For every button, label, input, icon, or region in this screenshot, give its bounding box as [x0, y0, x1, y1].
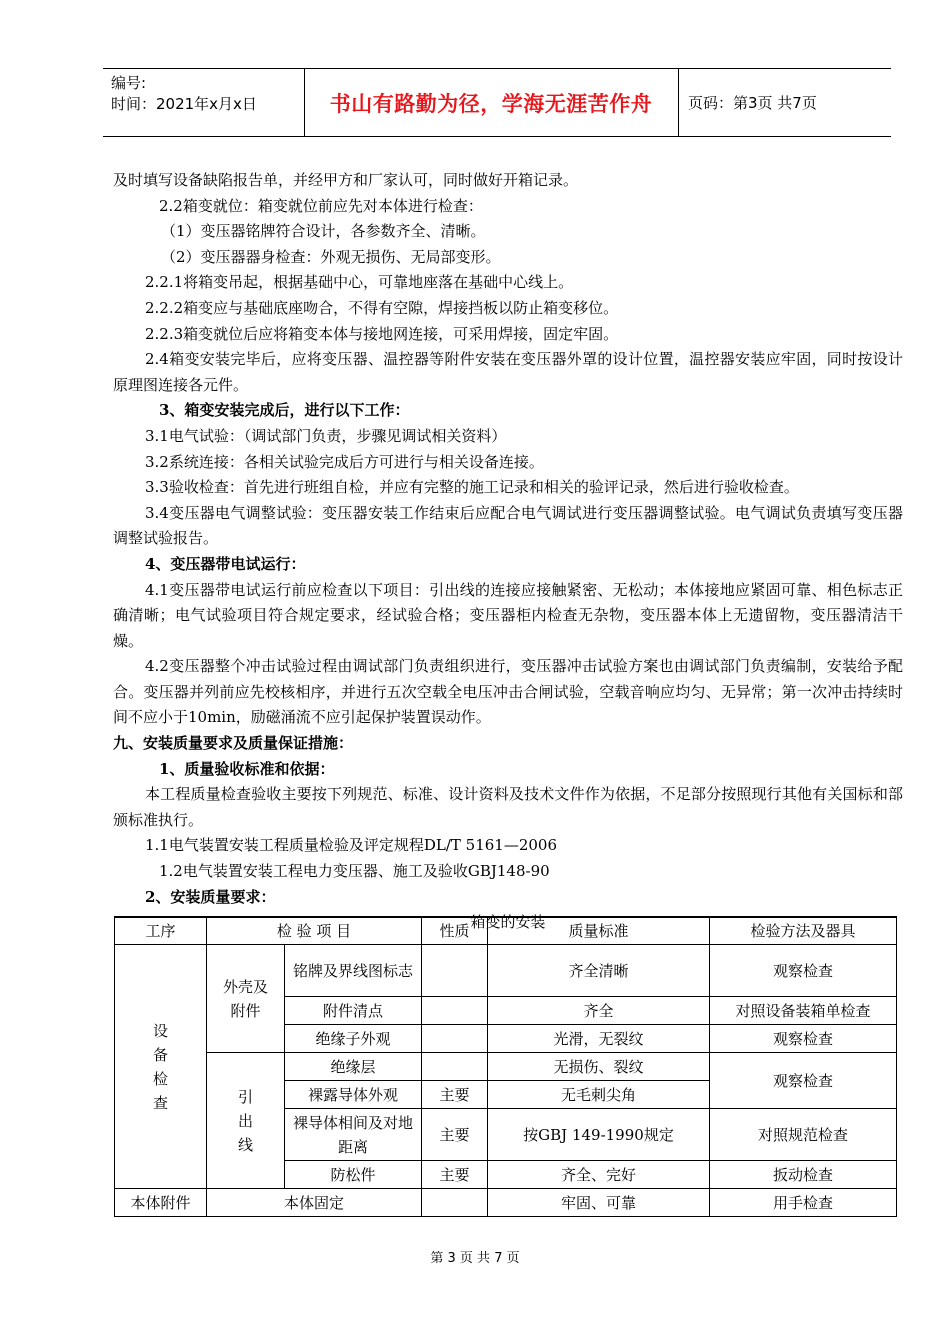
table-cell: 本体附件 [115, 1189, 207, 1217]
body-text [113, 168, 903, 936]
table-cell: 裸导体相间及对地距离 [285, 1109, 422, 1161]
paragraph: 3.1电气试验：（调试部门负责，步骤见调试相关资料） [145, 426, 507, 445]
table-cell: 裸露导体外观 [285, 1081, 422, 1109]
table-header-cell: 工序 [115, 917, 207, 945]
header-time-label: 时间：2021年x月x日 [111, 95, 257, 113]
page-header [103, 68, 891, 137]
table-cell: 观察检查 [710, 1025, 897, 1053]
table-cell: 齐全 [488, 997, 710, 1025]
paragraph: 4.2变压器整个冲击试验过程由调试部门负责组织进行，变压器冲击试验方案也由调试部门负责编制，安装给予配合。变压器并列前应先校核相序，并进行五次空载全电压冲击合闸试验，空载音响应均匀、无异常；第一次冲击持续时间不应小于10min，励磁涌流不应引起保护装置误动作。 [113, 657, 903, 727]
table-cell [422, 1189, 488, 1217]
table-cell: 观察检查 [710, 945, 897, 997]
header-page-label: 页码：第3页 共7页 [688, 94, 817, 112]
table-cell: 绝缘子外观 [285, 1025, 422, 1053]
paragraph: （2）变压器器身检查：外观无损伤、无局部变形。 [161, 247, 501, 266]
table-cell: 按GBJ 149-1990规定 [488, 1109, 710, 1161]
table-cell: 防松件 [285, 1161, 422, 1189]
paragraph: 1.2电气装置安装工程电力变压器、施工及验收GBJ148-90 [159, 862, 550, 881]
table-header-cell: 检 验 项 目 [207, 917, 422, 945]
table-caption: 箱变的安装 [470, 913, 546, 932]
table-cell: 观察检查 [710, 1053, 897, 1109]
header-meta [111, 73, 306, 115]
paragraph: 及时填写设备缺陷报告单，并经甲方和厂家认可，同时做好开箱记录。 [113, 171, 579, 189]
table-cell [422, 1053, 488, 1081]
paragraph: 2.2箱变就位：箱变就位前应先对本体进行检查： [159, 196, 483, 215]
table-cell: 对照规范检查 [710, 1109, 897, 1161]
quality-table [114, 916, 897, 1217]
table-header-cell: 性质 [422, 917, 488, 945]
table-cell: 扳动检查 [710, 1161, 897, 1189]
group-cell-leads: 引出线 [207, 1053, 285, 1189]
header-divider [678, 69, 679, 136]
paragraph: 3.3验收检查：首先进行班组自检，并应有完整的施工记录和相关的验评记录，然后进行验收检查。 [145, 478, 799, 497]
table-cell: 主要 [422, 1081, 488, 1109]
table-cell: 齐全、完好 [488, 1161, 710, 1189]
table-cell: 主要 [422, 1161, 488, 1189]
paragraph: 2.2.3箱变就位后应将箱变本体与接地网连接，可采用焊接，固定牢固。 [145, 324, 619, 343]
paragraph: 3.4变压器电气调整试验：变压器安装工作结束后应配合电气调试进行变压器调整试验。电气调试负责填写变压器调整试验报告。 [113, 503, 903, 548]
paragraph: 2.2.1将箱变吊起，根据基础中心，可靠地座落在基础中心线上。 [145, 273, 574, 292]
paragraph: 2.4箱变安装完毕后，应将变压器、温控器等附件安装在变压器外罩的设计位置，温控器安装应牢固，同时按设计原理图连接各元件。 [113, 350, 903, 394]
table-cell: 齐全清晰 [488, 945, 710, 997]
table-cell: 铭牌及界线图标志 [285, 945, 422, 997]
group-cell-shell: 外壳及附件 [207, 945, 285, 1053]
table-cell: 附件清点 [285, 997, 422, 1025]
header-slogan: 书山有路勤为径，学海无涯苦作舟 [329, 91, 653, 116]
table-header-cell: 质量标准 [488, 917, 710, 945]
table-cell: 本体固定 [207, 1189, 422, 1217]
paragraph: 2.2.2箱变应与基础底座吻合，不得有空隙，焊接挡板以防止箱变移位。 [145, 298, 619, 317]
table-cell: 无损伤、裂纹 [488, 1053, 710, 1081]
section-heading: 3、箱变安装完成后，进行以下工作： [159, 401, 410, 420]
group-cell-device-check: 设备检查 [115, 945, 207, 1189]
table-cell: 绝缘层 [285, 1053, 422, 1081]
header-number-label: 编号: [111, 74, 147, 92]
paragraph: （1）变压器铭牌符合设计，各参数齐全、清晰。 [161, 222, 486, 241]
table-cell: 用手检查 [710, 1189, 897, 1217]
table-cell [422, 997, 488, 1025]
table-cell: 牢固、可靠 [488, 1189, 710, 1217]
chapter-heading: 九、安装质量要求及质量保证措施： [113, 734, 354, 753]
table-cell [422, 1025, 488, 1053]
section-heading: 1、质量验收标准和依据： [159, 759, 335, 778]
table-header-cell: 检验方法及器具 [710, 917, 897, 945]
paragraph: 4.1变压器带电试运行前应检查以下项目：引出线的连接应接触紧密、无松动；本体接地应紧固可靠、相色标志正确清晰；电气试验项目符合规定要求，经试验合格；变压器柜内检查无杂物，变压器本体上无遗留物，变压器清洁干燥。 [113, 580, 903, 650]
paragraph: 3.2系统连接：各相关试验完成后方可进行与相关设备连接。 [145, 452, 544, 471]
paragraph: 1.1电气装置安装工程质量检验及评定规程DL/T 5161—2006 [145, 836, 558, 855]
paragraph: 本工程质量检查验收主要按下列规范、标准、设计资料及技术文件作为依据，不足部分按照现行其他有关国标和部颁标准执行。 [113, 785, 903, 829]
section-heading: 2、安装质量要求： [145, 887, 276, 906]
table-cell: 对照设备装箱单检查 [710, 997, 897, 1025]
table-header-row [115, 917, 897, 945]
table-row [115, 945, 897, 997]
table-cell: 光滑，无裂纹 [488, 1025, 710, 1053]
table-cell: 无毛刺尖角 [488, 1081, 710, 1109]
page-footer: 第 3 页 共 7 页 [430, 1251, 520, 1266]
section-heading: 4、变压器带电试运行： [145, 554, 306, 573]
table-row [115, 1053, 897, 1081]
table-row [115, 1189, 897, 1217]
table-cell: 主要 [422, 1109, 488, 1161]
table-cell [422, 945, 488, 997]
